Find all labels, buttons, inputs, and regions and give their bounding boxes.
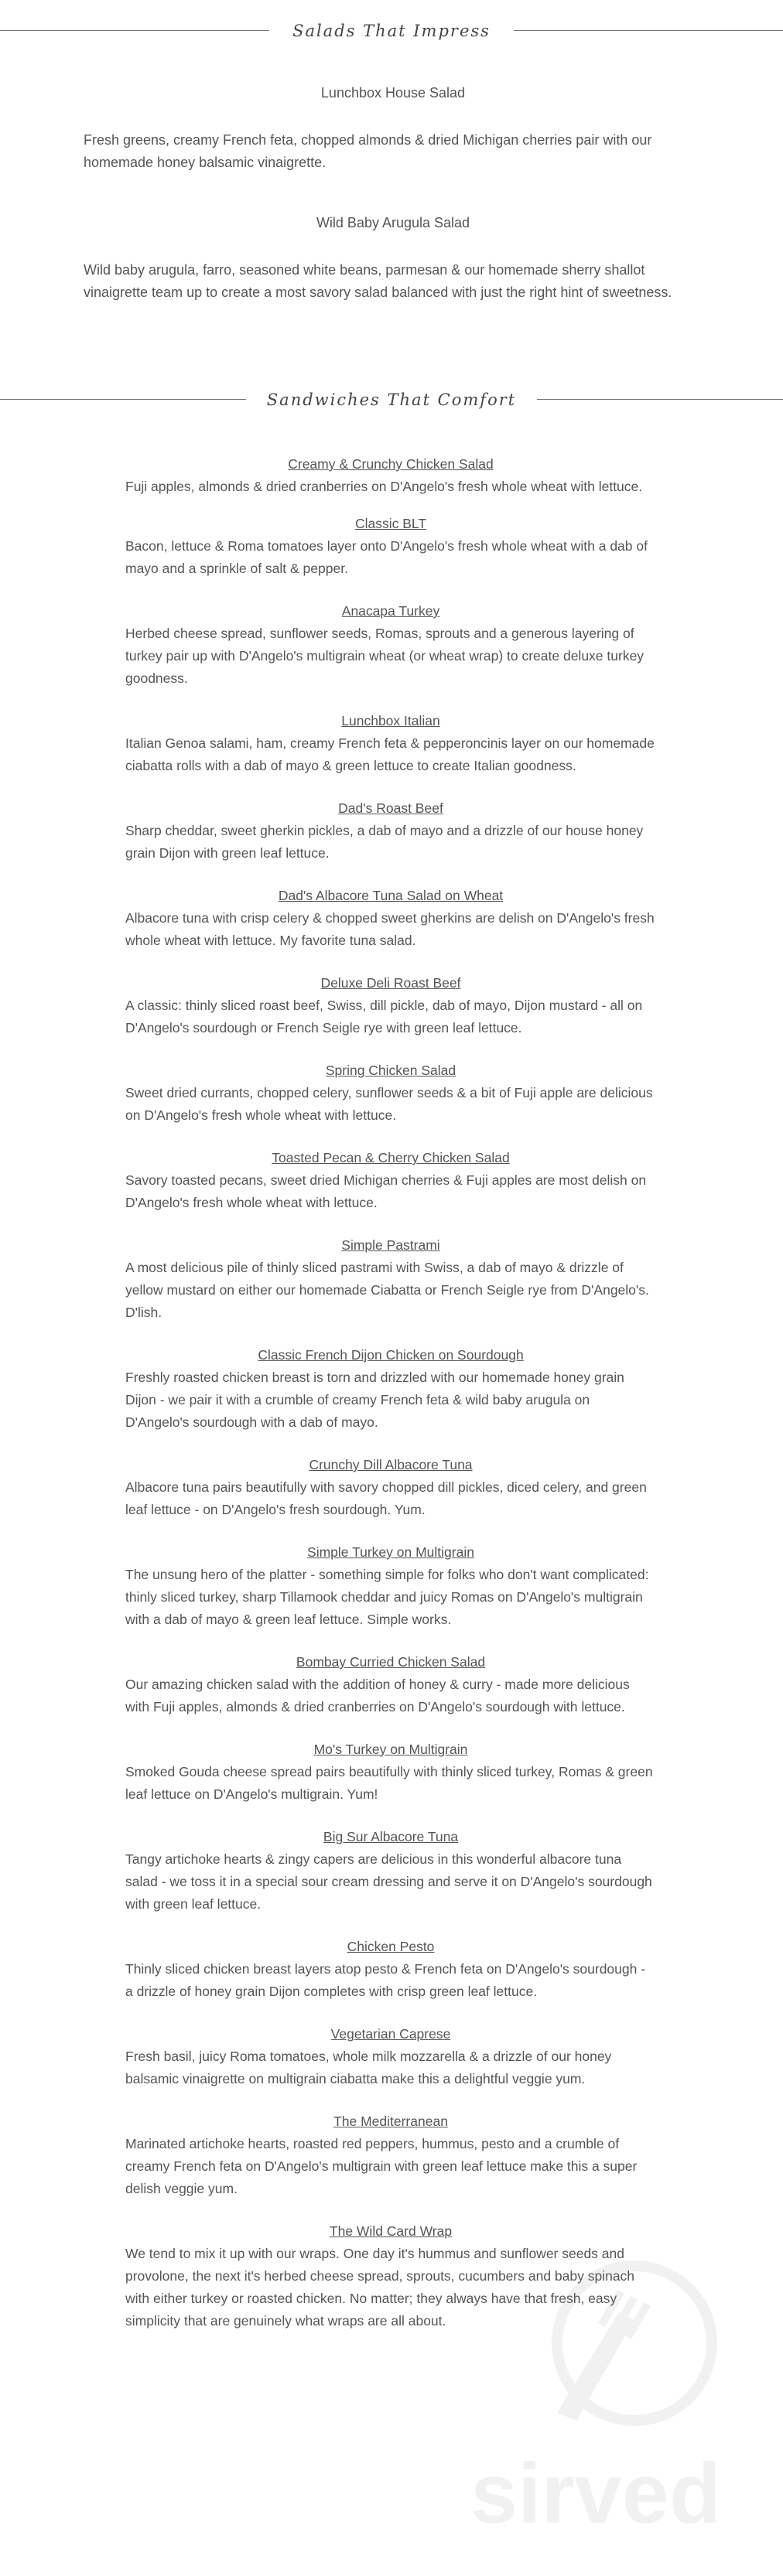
sandwich-name[interactable]: The Wild Card Wrap xyxy=(329,2223,453,2239)
salad-name: Lunchbox House Salad xyxy=(320,85,466,101)
sandwich-item xyxy=(125,885,656,952)
sandwich-description: Smoked Gouda cheese spread pairs beautifully with thinly sliced turkey, Romas & green leaf lettuce on D'Angelo's multigrain. Yum! xyxy=(125,1764,653,1802)
sandwich-description: Marinated artichoke hearts, roasted red peppers, hummus, pesto and a crumble of creamy French feta on D'Angelo's multigrain with green leaf lettuce make this a super delish veggie yum. xyxy=(125,2136,638,2196)
sandwich-item xyxy=(125,1344,656,1434)
sandwich-name[interactable]: The Mediterranean xyxy=(333,2114,448,2129)
sandwich-name[interactable]: Bombay Curried Chicken Salad xyxy=(296,1654,486,1670)
salads-section-header xyxy=(0,15,783,46)
sandwich-item xyxy=(125,1454,656,1521)
sandwich-name[interactable]: Spring Chicken Salad xyxy=(325,1063,456,1078)
sandwich-item xyxy=(125,1738,656,1806)
sandwich-name[interactable]: Anacapa Turkey xyxy=(341,603,440,619)
sandwich-item xyxy=(125,1147,656,1214)
sandwich-description: Sharp cheddar, sweet gherkin pickles, a dab of mayo and a drizzle of our house honey grain Dijon with green leaf lettuce. xyxy=(125,823,644,861)
fork-icon xyxy=(441,2258,751,2451)
sandwich-list xyxy=(125,453,656,2332)
sandwich-description: Fuji apples, almonds & dried cranberries on D'Angelo's fresh whole wheat with lettuce. xyxy=(125,479,643,494)
sandwich-description: A classic: thinly sliced roast beef, Swiss, dill pickle, dab of mayo, Dijon mustard - all on D'Angelo's sourdough or French Seigle rye with green leaf lettuce. xyxy=(125,998,643,1036)
sandwiches-section-title: Sandwiches That Comfort xyxy=(266,391,517,409)
salad-description: Wild baby arugula, farro, seasoned white beans, parmesan & our homemade sherry shallot vinaigrette team up to create a most savory salad balanced with just the right hint of sweetness. xyxy=(84,262,672,300)
salad-item xyxy=(84,83,703,174)
salads-section-title: Salads That Impress xyxy=(292,22,491,40)
sandwich-name[interactable]: Simple Turkey on Multigrain xyxy=(307,1544,474,1560)
sandwich-name[interactable]: Big Sur Albacore Tuna xyxy=(323,1829,459,1844)
watermark-text: sirved xyxy=(470,2446,722,2541)
sandwich-description: Albacore tuna with crisp celery & chopped sweet gherkins are delish on D'Angelo's fresh whole wheat with lettuce. My favorite tuna salad. xyxy=(125,910,655,948)
sandwich-name[interactable]: Dad's Albacore Tuna Salad on Wheat xyxy=(278,888,504,903)
sandwich-description: Sweet dried currants, chopped celery, sunflower seeds & a bit of Fuji apple are delicious on D'Angelo's fresh whole wheat with lettuce. xyxy=(125,1085,653,1123)
sandwich-description: Savory toasted pecans, sweet dried Michigan cherries & Fuji apples are most delish on D'Angelo's fresh whole wheat with lettuce. xyxy=(125,1172,647,1210)
salad-name: Wild Baby Arugula Salad xyxy=(316,215,470,230)
sandwich-item xyxy=(125,797,656,865)
sandwich-item xyxy=(125,513,656,580)
sandwiches-section-header xyxy=(0,384,783,415)
sandwich-item xyxy=(125,2110,656,2200)
sandwich-item xyxy=(125,2023,656,2090)
sandwich-description: The unsung hero of the platter - something simple for folks who don't want complicated: thinly sliced turkey, sharp Tillamook cheddar and juicy Romas on D'Angelo's multigrain with a dab of mayo & green leaf lettuce. Simple works. xyxy=(125,1567,649,1627)
salad-item xyxy=(84,213,703,304)
sandwich-item xyxy=(125,1936,656,2003)
sandwich-description: A most delicious pile of thinly sliced pastrami with Swiss, a dab of mayo & drizzle of yellow mustard on either our homemade Ciabatta or French Seigle rye from D'Angelo's. D'lish. xyxy=(125,1260,649,1320)
sandwich-description: Italian Genoa salami, ham, creamy French feta & pepperoncinis layer on our homemade ciabatta rolls with a dab of mayo & green lettuce to create Italian goodness. xyxy=(125,735,655,773)
sandwich-item xyxy=(125,453,656,498)
sandwich-description: Tangy artichoke hearts & zingy capers are delicious in this wonderful albacore tuna salad - we toss it in a special sour cream dressing and serve it on D'Angelo's sourdough with green leaf lettuce. xyxy=(125,1851,652,1912)
sandwich-description: Albacore tuna pairs beautifully with savory chopped dill pickles, diced celery, and green leaf lettuce - on D'Angelo's fresh sourdough. Yum. xyxy=(125,1479,647,1517)
sandwich-name[interactable]: Lunchbox Italian xyxy=(341,713,440,728)
sandwich-item xyxy=(125,1541,656,1631)
sandwich-item xyxy=(125,1826,656,1916)
sandwich-description: Herbed cheese spread, sunflower seeds, Romas, sprouts and a generous layering of turkey pair up with D'Angelo's multigrain wheat (or wheat wrap) to create deluxe turkey goodness. xyxy=(125,626,645,686)
sandwich-item xyxy=(125,710,656,777)
sandwich-description: Our amazing chicken salad with the addition of honey & curry - made more delicious with Fuji apples, almonds & dried cranberries on D'Angelo's sourdough with lettuce. xyxy=(125,1677,630,1714)
sandwich-name[interactable]: Dad's Roast Beef xyxy=(338,800,443,816)
sandwich-name[interactable]: Crunchy Dill Albacore Tuna xyxy=(309,1457,473,1472)
sirved-watermark xyxy=(441,2258,751,2552)
sandwich-description: We tend to mix it up with our wraps. One day it's hummus and sunflower seeds and provolone, the next it's herbed cheese spread, sprouts, cucumbers and baby spinach with either turkey or roasted chicken. No matter; they always have that fresh, easy simplicity that are genuinely what wraps are all about. xyxy=(125,2246,635,2329)
sandwich-name[interactable]: Vegetarian Caprese xyxy=(330,2026,451,2042)
sandwich-description: Freshly roasted chicken breast is torn and drizzled with our homemade honey grain Dijon - we pair it with a crumble of creamy French feta & wild baby arugula on D'Angelo's sourdough with a dab of mayo. xyxy=(125,1370,624,1430)
sandwich-item xyxy=(125,1651,656,1718)
sandwich-name[interactable]: Creamy & Crunchy Chicken Salad xyxy=(288,456,494,472)
sandwich-item xyxy=(125,1059,656,1127)
sandwich-description: Fresh basil, juicy Roma tomatoes, whole milk mozzarella & a drizzle of our honey balsamic vinaigrette on multigrain ciabatta make this a delightful veggie yum. xyxy=(125,2049,612,2086)
sandwich-name[interactable]: Mo's Turkey on Multigrain xyxy=(313,1742,468,1757)
sandwich-name[interactable]: Deluxe Deli Roast Beef xyxy=(320,975,461,991)
sandwich-description: Thinly sliced chicken breast layers atop pesto & French feta on D'Angelo's sourdough - a drizzle of honey grain Dijon completes with crisp green leaf lettuce. xyxy=(125,1961,646,1999)
salad-description: Fresh greens, creamy French feta, chopped almonds & dried Michigan cherries pair with our homemade honey balsamic vinaigrette. xyxy=(84,132,652,170)
sandwich-item xyxy=(125,1234,656,1324)
sandwich-name[interactable]: Toasted Pecan & Cherry Chicken Salad xyxy=(272,1150,510,1165)
sandwich-name[interactable]: Simple Pastrami xyxy=(341,1237,440,1253)
sandwich-name[interactable]: Classic French Dijon Chicken on Sourdough xyxy=(258,1347,524,1363)
sandwich-name[interactable]: Chicken Pesto xyxy=(347,1939,435,1954)
sandwich-item xyxy=(125,972,656,1039)
sandwich-description: Bacon, lettuce & Roma tomatoes layer onto D'Angelo's fresh whole wheat with a dab of mayo and a sprinkle of salt & pepper. xyxy=(125,538,648,576)
sandwich-item xyxy=(125,600,656,690)
sandwich-name[interactable]: Classic BLT xyxy=(354,516,427,531)
